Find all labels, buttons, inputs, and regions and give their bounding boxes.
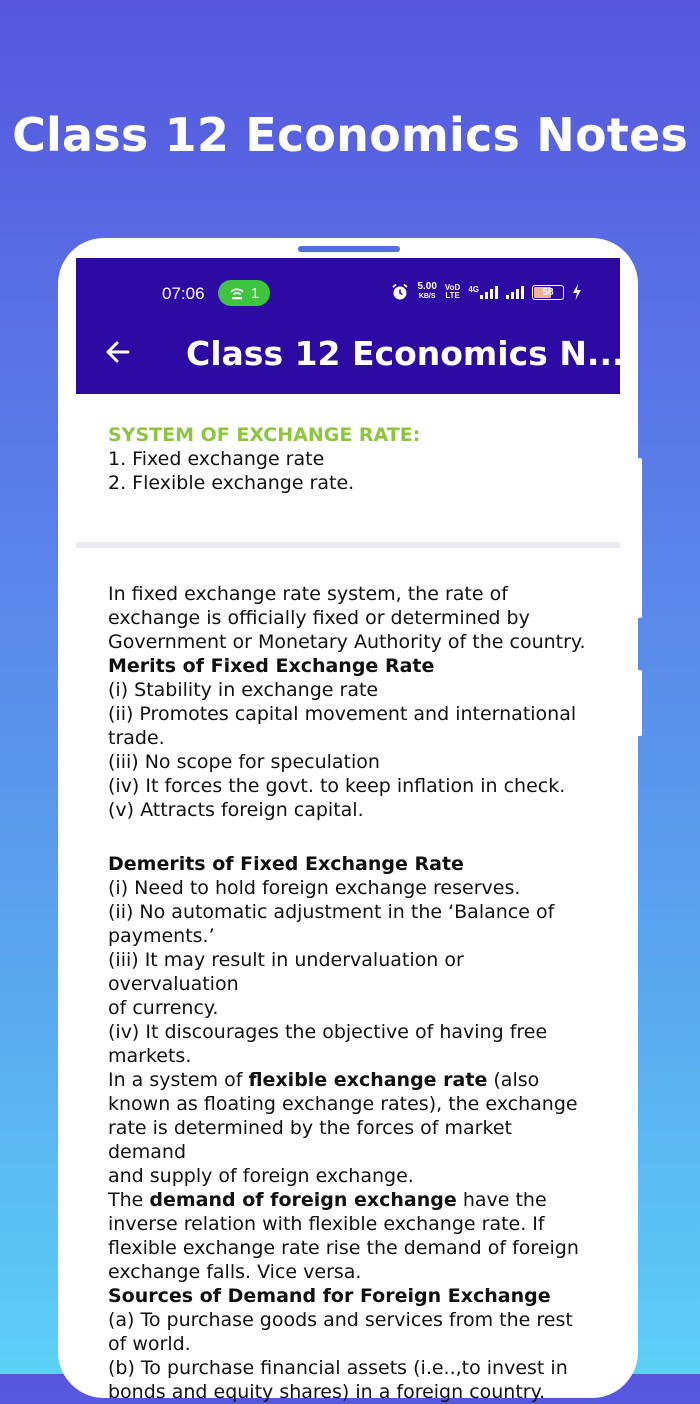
- speed-value: 5.00: [417, 281, 437, 292]
- text-line: of currency.: [108, 997, 219, 1019]
- text-line: and supply of foreign exchange.: [108, 1165, 414, 1187]
- signal-bars-icon: [480, 285, 498, 299]
- volte-top: VoD: [444, 283, 461, 292]
- text-fragment: In a system of: [108, 1069, 249, 1091]
- text-line: trade.: [108, 727, 165, 749]
- status-bar: [76, 258, 620, 328]
- app-bar-title: Class 12 Economics N...: [186, 334, 625, 373]
- sources-heading: Sources of Demand for Foreign Exchange: [108, 1285, 551, 1307]
- text-line: bonds and equity shares) in a foreign country.: [108, 1381, 546, 1403]
- text-line: known as floating exchange rates), the exchange: [108, 1093, 578, 1115]
- text-line: exchange falls. Vice versa.: [108, 1261, 362, 1283]
- text-line: inverse relation with flexible exchange rate. If: [108, 1213, 545, 1235]
- app-bar: [76, 258, 625, 394]
- battery-icon: [532, 285, 564, 300]
- section-heading: SYSTEM OF EXCHANGE RATE:: [108, 424, 421, 446]
- text-line: of world.: [108, 1333, 191, 1355]
- text-line: [108, 1068, 588, 1092]
- bold-term: flexible exchange rate: [248, 1069, 488, 1091]
- text-fragment: have the: [456, 1189, 547, 1211]
- signal-bars-icon: [506, 285, 524, 299]
- status-icons: [391, 282, 582, 302]
- text-line: (iii) It may result in undervaluation or overvaluation: [108, 949, 464, 995]
- network-speed: [417, 282, 436, 302]
- back-arrow-icon[interactable]: [102, 336, 134, 368]
- text-line: (v) Attracts foreign capital.: [108, 799, 364, 821]
- text-line: (i) Need to hold foreign exchange reserves.: [108, 877, 521, 899]
- hotspot-badge: [218, 280, 270, 306]
- phone-speaker: [298, 246, 400, 252]
- text-line: In fixed exchange rate system, the rate of: [108, 583, 508, 605]
- text-line: (ii) Promotes capital movement and international: [108, 703, 577, 725]
- bold-term: demand of foreign exchange: [149, 1189, 457, 1211]
- text-line: (b) To purchase financial assets (i.e..,to invest in: [108, 1357, 568, 1379]
- speed-unit: KB/S: [418, 293, 436, 300]
- network-type: 4G: [468, 285, 479, 294]
- phone-side-button: [636, 670, 642, 736]
- text-line: (iii) No scope for speculation: [108, 751, 380, 773]
- text-line: (iv) It discourages the objective of having free: [108, 1021, 548, 1043]
- exchange-rate-summary: [76, 394, 620, 542]
- battery-level: 58: [542, 286, 554, 298]
- text-line: (i) Stability in exchange rate: [108, 679, 379, 701]
- text-line: markets.: [108, 1045, 192, 1067]
- text-line: payments.’: [108, 925, 215, 947]
- phone-side-button: [636, 458, 642, 618]
- text-line: exchange is officially fixed or determined by: [108, 607, 530, 629]
- list-item: 1. Fixed exchange rate: [108, 448, 325, 470]
- text-line: rate is determined by the forces of market demand: [108, 1117, 512, 1163]
- demerits-heading: Demerits of Fixed Exchange Rate: [108, 853, 464, 875]
- signal-4g: [468, 285, 498, 299]
- alarm-icon: [391, 283, 409, 301]
- text-line: [108, 1188, 588, 1212]
- notes-content: [76, 548, 620, 1404]
- hotspot-count: 1: [250, 284, 260, 302]
- text-line: Government or Monetary Authority of the country.: [108, 631, 586, 653]
- charging-icon: [572, 284, 582, 300]
- text-line: (a) To purchase goods and services from the rest: [108, 1309, 573, 1331]
- list-item: 2. Flexible exchange rate.: [108, 472, 355, 494]
- text-line: (iv) It forces the govt. to keep inflation in check.: [108, 775, 566, 797]
- hotspot-icon: [229, 286, 245, 300]
- text-fragment: The: [108, 1189, 150, 1211]
- status-time: 07:06: [162, 284, 205, 303]
- volte-bottom: LTE: [445, 291, 460, 300]
- merits-heading: Merits of Fixed Exchange Rate: [108, 655, 435, 677]
- text-fragment: (also: [487, 1069, 540, 1091]
- text-line: flexible exchange rate rise the demand of foreign: [108, 1237, 579, 1259]
- text-line: (ii) No automatic adjustment in the ‘Balance of: [108, 901, 555, 923]
- app-screen: [76, 258, 625, 1403]
- volte-indicator: [445, 284, 460, 300]
- promo-title: Class 12 Economics Notes: [12, 108, 688, 162]
